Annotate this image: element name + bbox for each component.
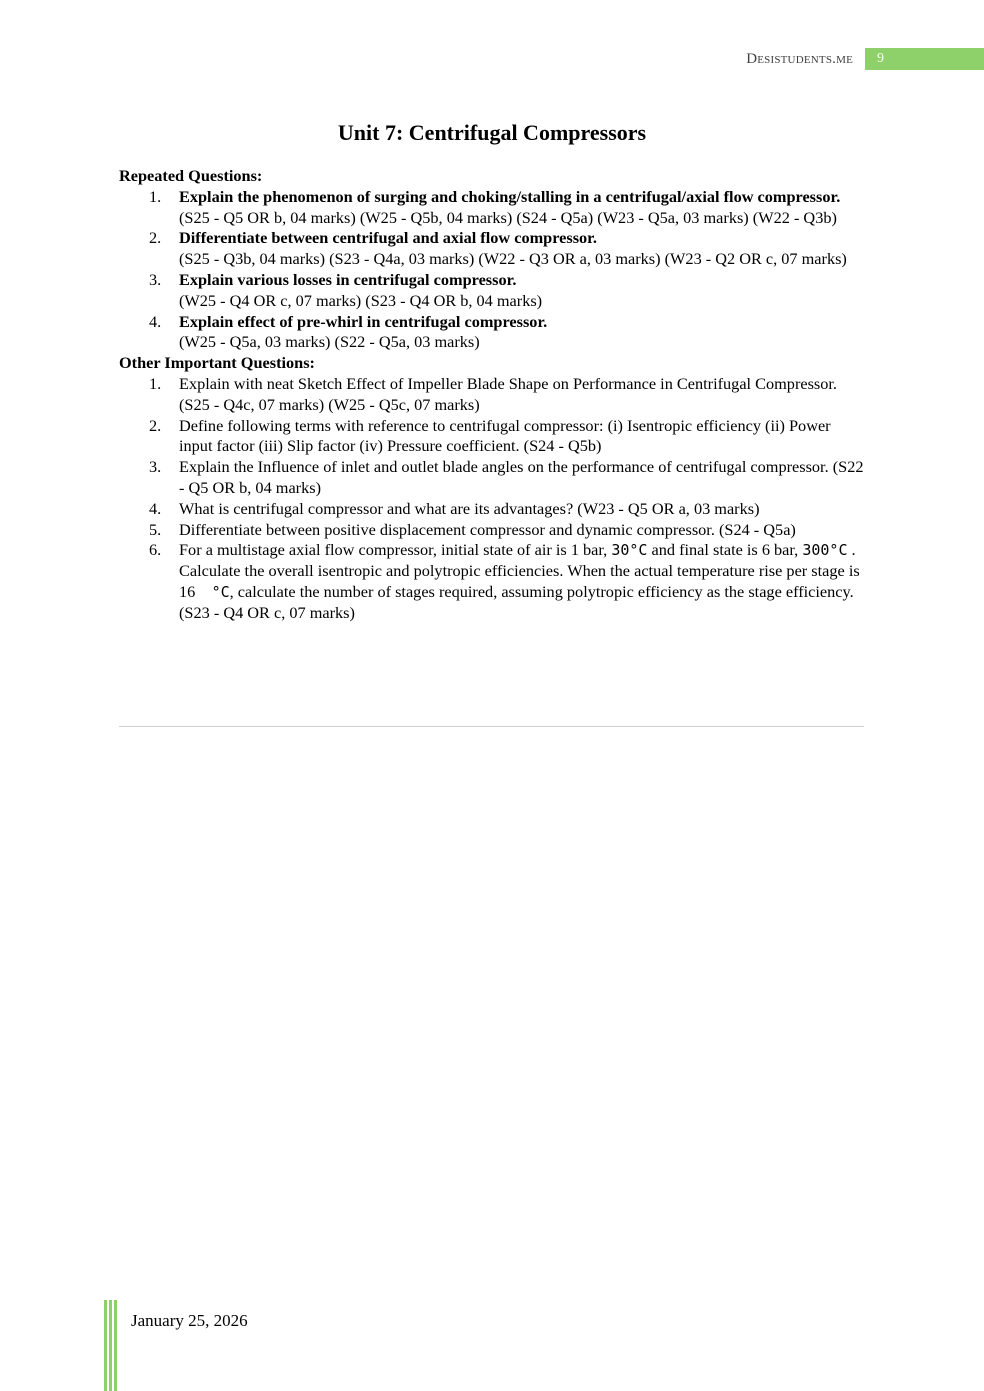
page-title: Unit 7: Centrifugal Compressors	[337, 120, 647, 145]
document-body	[119, 166, 864, 624]
other-questions-heading: Other Important Questions:	[119, 353, 315, 373]
list-item: 2. Differentiate between centrifugal and axial flow compressor. (S25 - Q3b, 04 marks) (S23 - Q4a, 03 marks) (W22 - Q3 OR a, 03 marks) (W23 - Q2 OR c, 07 marks)	[119, 228, 864, 270]
list-item: 3. Explain the Influence of inlet and outlet blade angles on the performance of centrifugal compressor. (S22 - Q5 OR b, 04 marks)	[149, 457, 864, 497]
list-item: 6. For a multistage axial flow compressor, initial state of air is 1 bar, 30°C and final state is 6 bar, 300°C . Calculate the overall isentropic and polytropic efficiencies. When the actual temperature rise per stage is 16 °C, calculate the number of stages required, assuming polytropic efficiency as the stage efficiency. (S23 - Q4 OR c, 07 marks)	[149, 540, 860, 622]
question-text: Define following terms with reference to centrifugal compressor: (i) Isentropic efficiency (ii) Power input factor (iii) Slip factor (iv) Pressure coefficient. (S24 - Q5b)	[179, 415, 831, 456]
other-questions-list	[119, 374, 864, 624]
question-text: Differentiate between positive displacement compressor and dynamic compressor. (S24 - Q5a)	[179, 519, 796, 539]
question-text: For a multistage axial flow compressor, initial state of air is 1 bar, 30°C and final state is 6 bar, 300°C . Calculate the overall isentropic and polytropic efficiencies. When the actual temperature rise per stage is 16 °C, calculate the number of stages required, assuming polytropic efficiency as the stage efficiency. (S23 - Q4 OR c, 07 marks)	[179, 540, 860, 622]
question-text: Explain with neat Sketch Effect of Impeller Blade Shape on Performance in Centrifugal Compressor. (S25 - Q4c, 07 marks) (W25 - Q5c, 07 marks)	[179, 373, 837, 414]
list-item: 2. Define following terms with reference to centrifugal compressor: (i) Isentropic efficiency (ii) Power input factor (iii) Slip factor (iv) Pressure coefficient. (S24 - Q5b)	[149, 415, 831, 456]
temperature-value: 30°C	[611, 541, 648, 560]
question-text: Explain various losses in centrifugal compressor.	[179, 269, 517, 289]
footer-bar	[109, 1300, 112, 1391]
footer-date: January 25, 2026	[131, 1311, 248, 1330]
question-text: Explain the phenomenon of surging and choking/stalling in a centrifugal/axial flow compressor.	[179, 186, 841, 206]
question-text: Differentiate between centrifugal and axial flow compressor.	[179, 228, 597, 248]
list-item: 4. What is centrifugal compressor and what are its advantages? (W23 - Q5 OR a, 03 marks)	[149, 498, 760, 518]
footer-bar	[114, 1300, 117, 1391]
page-header	[0, 48, 984, 70]
question-reference: (S25 - Q5 OR b, 04 marks) (W25 - Q5b, 04 marks) (S24 - Q5a) (W23 - Q5a, 03 marks) (W22 - Q3b)	[179, 207, 837, 227]
list-item: 3. Explain various losses in centrifugal compressor. (W25 - Q4 OR c, 07 marks) (S23 - Q4 OR b, 04 marks)	[119, 270, 864, 312]
question-reference: (S25 - Q3b, 04 marks) (S23 - Q4a, 03 marks) (W22 - Q3 OR a, 03 marks) (W23 - Q2 OR c, 07 marks)	[179, 249, 847, 269]
repeated-questions-list	[119, 187, 864, 353]
list-item: 5. Differentiate between positive displacement compressor and dynamic compressor. (S24 - Q5a)	[149, 519, 796, 539]
temperature-unit: °C	[211, 582, 230, 601]
question-reference: (W25 - Q4 OR c, 07 marks) (S23 - Q4 OR b, 04 marks)	[179, 290, 543, 310]
footer-accent-bars	[104, 1300, 118, 1391]
list-item: 1. Explain the phenomenon of surging and choking/stalling in a centrifugal/axial flow compressor. (S25 - Q5 OR b, 04 marks) (W25 - Q5b, 04 marks) (S24 - Q5a) (W23 - Q5a, 03 marks) (W22 - Q3b)	[119, 187, 864, 229]
page-number-badge: 9	[865, 48, 984, 70]
section-divider	[119, 726, 864, 727]
question-reference: (W25 - Q5a, 03 marks) (S22 - Q5a, 03 marks)	[179, 332, 480, 352]
list-item: 1. Explain with neat Sketch Effect of Impeller Blade Shape on Performance in Centrifugal Compressor. (S25 - Q4c, 07 marks) (W25 - Q5c, 07 marks)	[149, 373, 837, 414]
list-item: 4. Explain effect of pre-whirl in centrifugal compressor. (W25 - Q5a, 03 marks) (S22 - Q5a, 03 marks)	[119, 312, 864, 354]
question-text: What is centrifugal compressor and what are its advantages? (W23 - Q5 OR a, 03 marks)	[179, 498, 760, 518]
repeated-questions-heading: Repeated Questions:	[119, 166, 263, 185]
temperature-value: 300°C	[802, 541, 848, 560]
footer-bar	[104, 1300, 107, 1391]
site-name: Desistudents.me	[746, 51, 853, 67]
question-text: Explain effect of pre-whirl in centrifugal compressor.	[179, 311, 548, 331]
question-text: Explain the Influence of inlet and outlet blade angles on the performance of centrifugal compressor. (S22 - Q5 OR b, 04 marks)	[179, 457, 864, 497]
